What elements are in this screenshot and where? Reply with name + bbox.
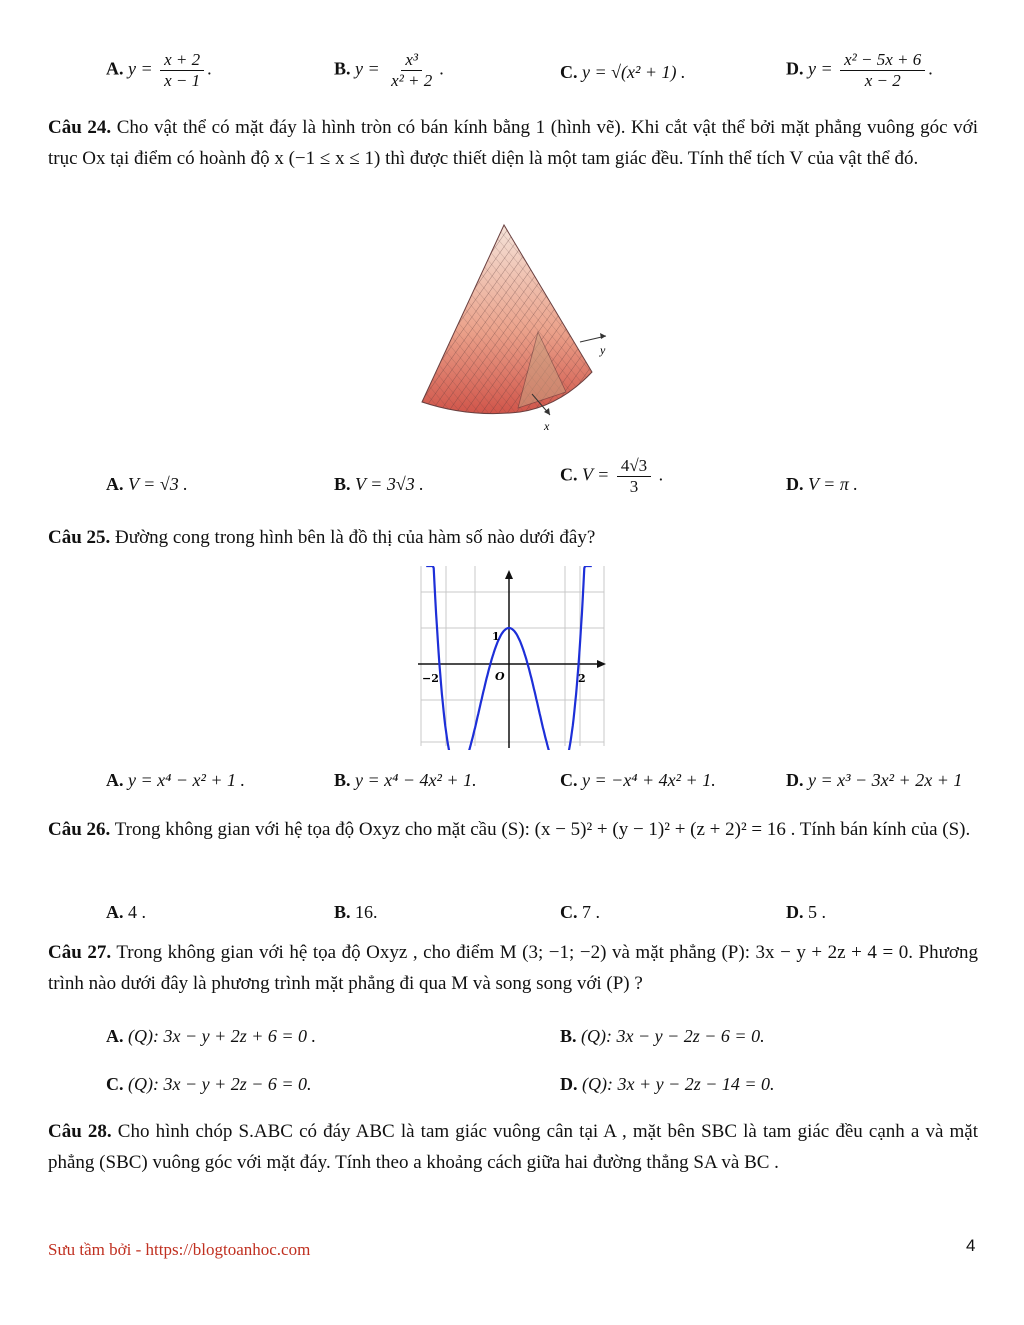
numerator: x³ — [401, 50, 422, 71]
q24-option-b[interactable] — [334, 472, 424, 496]
question-number: Câu 27. — [48, 942, 112, 963]
option-label: C. — [560, 770, 578, 790]
footer-source-link[interactable]: Sưu tầm bởi - https://blogtoanhoc.com — [48, 1240, 311, 1259]
q24-option-d[interactable] — [786, 472, 858, 496]
question-25 — [48, 522, 978, 553]
q23-option-a[interactable] — [106, 50, 212, 91]
question-24 — [48, 112, 978, 174]
option-text: (Q): 3x + y − 2z − 14 = 0. — [582, 1074, 775, 1094]
fraction — [160, 50, 204, 91]
option-text: 5 . — [808, 902, 826, 922]
q23-option-d[interactable] — [786, 50, 933, 91]
option-label: A. — [106, 770, 124, 790]
option-expression: y = √(x² + 1) . — [582, 62, 686, 82]
tick-label-neg2: −2 — [422, 672, 439, 685]
denominator: 3 — [629, 477, 639, 496]
option-prefix: V = — [582, 464, 610, 485]
option-label: C. — [560, 62, 578, 82]
option-label: B. — [334, 902, 351, 922]
q26-option-d[interactable] — [786, 900, 826, 924]
option-label: B. — [560, 1026, 577, 1046]
option-label: D. — [560, 1074, 578, 1094]
q26-option-b[interactable] — [334, 900, 378, 924]
option-text: V = 3√3 . — [355, 474, 424, 494]
option-label: A. — [106, 474, 124, 494]
option-text: y = x³ − 3x² + 2x + 1 — [808, 770, 963, 790]
fraction — [840, 50, 925, 91]
fraction — [387, 50, 436, 91]
question-text: Cho vật thể có mặt đáy là hình tròn có bán kính bằng 1 (hình vẽ). Khi cắt vật thể bởi mặt phẳng vuông góc với trục Ox tại điểm có hoành độ x (−1 ≤ x ≤ 1) thì được thiết diện là một tam giác đều. Tính thể tích V của vật thể đó. — [48, 117, 979, 169]
option-label: A. — [106, 58, 124, 79]
option-text: 4 . — [128, 902, 146, 922]
fraction — [617, 456, 651, 497]
option-prefix: y = — [355, 58, 380, 79]
origin-label: O — [495, 670, 505, 683]
option-label: D. — [786, 474, 804, 494]
cone-figure — [410, 222, 630, 434]
option-label: C. — [106, 1074, 124, 1094]
y-axis-label: y — [600, 343, 606, 357]
q27-option-b[interactable] — [560, 1024, 765, 1048]
option-label: D. — [786, 902, 804, 922]
q24-option-a[interactable] — [106, 472, 188, 496]
option-text: 7 . — [582, 902, 600, 922]
y-axis-arrow — [505, 570, 513, 579]
q24-option-c[interactable] — [560, 456, 663, 497]
option-text: (Q): 3x − y − 2z − 6 = 0. — [581, 1026, 765, 1046]
page-number: 4 — [966, 1236, 976, 1255]
option-text: y = −x⁴ + 4x² + 1. — [582, 770, 716, 790]
q26-option-a[interactable] — [106, 900, 146, 924]
q25-option-b[interactable] — [334, 768, 477, 792]
numerator: x + 2 — [160, 50, 204, 71]
cone-mesh-2 — [422, 225, 592, 414]
question-number: Câu 25. — [48, 527, 111, 548]
question-26 — [48, 814, 978, 845]
q25-option-d[interactable] — [786, 768, 962, 792]
question-number: Câu 28. — [48, 1121, 112, 1142]
option-suffix: . — [439, 58, 444, 79]
q27-option-d[interactable] — [560, 1072, 775, 1096]
option-label: B. — [334, 770, 351, 790]
q23-option-c[interactable] — [560, 60, 686, 84]
question-number: Câu 26. — [48, 819, 111, 840]
option-suffix: . — [207, 58, 212, 79]
option-label: B. — [334, 474, 351, 494]
option-suffix: . — [928, 58, 933, 79]
option-text: 16. — [355, 902, 378, 922]
q25-option-c[interactable] — [560, 768, 716, 792]
option-text: y = x⁴ − x² + 1 . — [128, 770, 246, 790]
grid — [421, 566, 604, 746]
question-text: Cho hình chóp S.ABC có đáy ABC là tam giác vuông cân tại A , mặt bên SBC là tam giác đều cạnh a và mặt phẳng (SBC) vuông góc với mặt đáy. Tính theo a khoảng cách giữa hai đường thẳng SA và BC . — [48, 1121, 978, 1173]
option-prefix: y = — [808, 58, 833, 79]
option-text: (Q): 3x − y + 2z − 6 = 0. — [128, 1074, 312, 1094]
option-label: B. — [334, 58, 351, 79]
option-suffix: . — [658, 464, 664, 485]
option-label: D. — [786, 770, 804, 790]
question-27 — [48, 937, 978, 999]
question-text: Trong không gian với hệ tọa độ Oxyz cho mặt cầu (S): (x − 5)² + (y − 1)² + (z + 2)² = 16 . Tính bán kính của (S). — [114, 819, 971, 840]
option-text: y = x⁴ − 4x² + 1. — [355, 770, 477, 790]
option-prefix: y = — [128, 58, 153, 79]
option-text: V = √3 . — [128, 474, 188, 494]
q23-option-b[interactable] — [334, 50, 444, 91]
question-text: Đường cong trong hình bên là đồ thị của hàm số nào dưới đây? — [115, 527, 596, 548]
tick-label-2: 2 — [578, 672, 586, 685]
q27-option-a[interactable] — [106, 1024, 316, 1048]
numerator: x² − 5x + 6 — [840, 50, 925, 71]
question-number: Câu 24. — [48, 117, 112, 138]
y-axis-arrow — [600, 333, 606, 339]
option-label: C. — [560, 902, 578, 922]
denominator: x² + 2 — [391, 71, 433, 90]
denominator: x − 1 — [164, 71, 201, 90]
q27-option-c[interactable] — [106, 1072, 312, 1096]
numerator: 4√3 — [617, 456, 651, 477]
option-text: (Q): 3x − y + 2z + 6 = 0 . — [128, 1026, 317, 1046]
q26-option-c[interactable] — [560, 900, 600, 924]
q25-option-a[interactable] — [106, 768, 245, 792]
denominator: x − 2 — [864, 71, 901, 90]
question-text: Trong không gian với hệ tọa độ Oxyz , cho điểm M (3; −1; −2) và mặt phẳng (P): 3x − y + 2z + 4 = 0. Phương trình nào dưới đây là phương trình mặt phẳng đi qua M và song song với (P) ? — [48, 942, 978, 994]
question-28 — [48, 1116, 978, 1178]
tick-label-1: 1 — [492, 630, 500, 643]
function-graph — [418, 566, 608, 750]
option-label: A. — [106, 902, 124, 922]
x-axis-arrow — [597, 660, 606, 668]
x-axis-label: x — [544, 419, 550, 433]
option-label: C. — [560, 464, 578, 485]
option-label: A. — [106, 1026, 124, 1046]
option-text: V = π . — [808, 474, 858, 494]
option-label: D. — [786, 58, 804, 79]
